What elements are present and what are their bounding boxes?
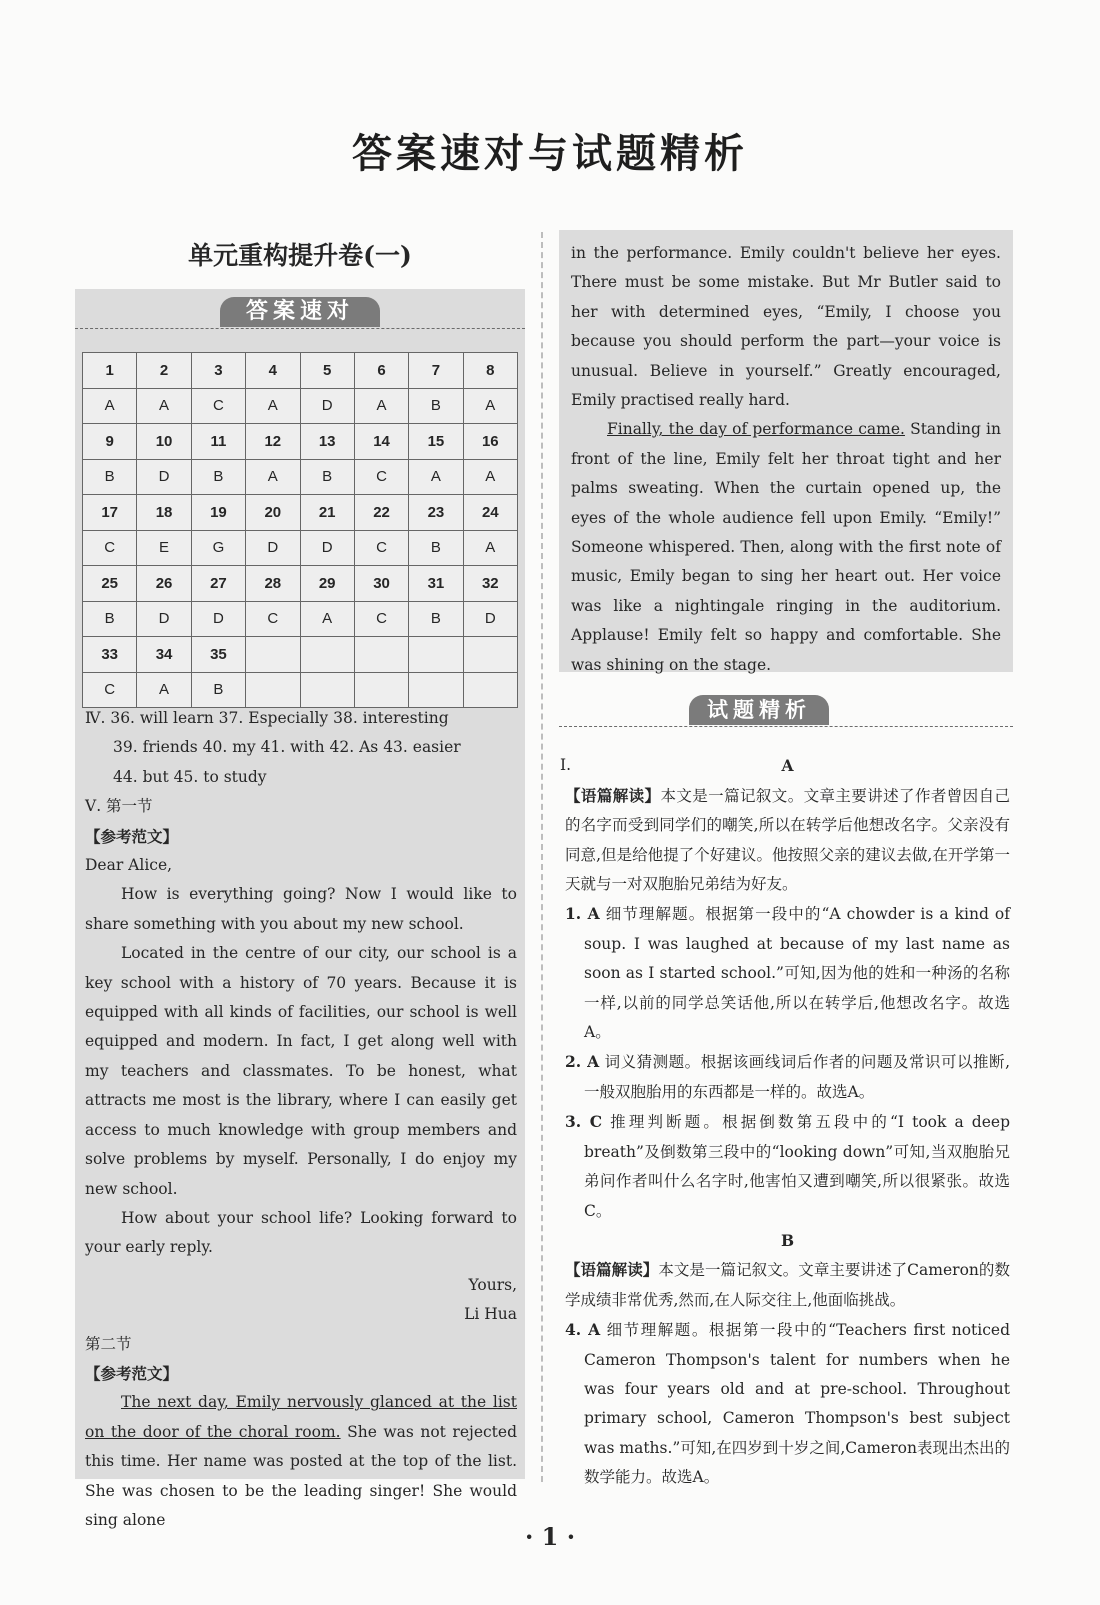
question-answer: 2. A — [565, 1052, 600, 1072]
answer-section-header — [75, 297, 525, 331]
reference-label: 【参考范文】 — [85, 826, 179, 846]
question-answer: 3. C — [565, 1112, 603, 1132]
question-number-cell — [409, 637, 463, 673]
answer-cell: B — [409, 601, 463, 637]
question-number-cell: 10 — [137, 424, 191, 460]
question-number-cell: 15 — [409, 424, 463, 460]
answer-cell: A — [463, 459, 517, 495]
answer-cell: A — [463, 388, 517, 424]
question-analysis — [565, 1107, 1010, 1226]
answer-number-row — [83, 424, 518, 460]
question-number-cell: 17 — [83, 495, 137, 531]
answer-cell — [409, 672, 463, 708]
summary-text: 本文是一篇记叙文。文章主要讲述了Cameron的数学成绩非常优秀,然而,在人际交往上,他面临挑战。 — [565, 1261, 1010, 1309]
answer-letter-row — [83, 388, 518, 424]
summary-text: 本文是一篇记叙文。文章主要讲述了作者曾因自己的名字而受到同学们的嘲笑,所以在转学后他想改名字。父亲没有同意,但是给他提了个好建议。他按照父亲的建议去做,在开学第一天就与一对双胞胎兄弟结为好友。 — [565, 786, 1010, 894]
question-analysis — [565, 1315, 1010, 1492]
question-number-cell: 23 — [409, 495, 463, 531]
unit-title: 单元重构提升卷(一) — [188, 241, 412, 270]
answer-cell — [463, 672, 517, 708]
question-number-cell — [300, 637, 354, 673]
question-number-cell: 9 — [83, 424, 137, 460]
question-number-cell: 5 — [300, 353, 354, 389]
answer-cell: A — [354, 388, 408, 424]
question-number-cell: 4 — [246, 353, 300, 389]
answer-cell: C — [246, 601, 300, 637]
question-number-cell: 16 — [463, 424, 517, 460]
question-number-cell — [463, 637, 517, 673]
summary-label: 【语篇解读】 — [565, 785, 661, 805]
story-text: She was not rejected this time. Her name was posted at the top of the list. She was chosen to be the leading singer! She would sing alone — [85, 1422, 518, 1529]
story-paragraph — [85, 1388, 517, 1535]
question-number-cell: 20 — [246, 495, 300, 531]
question-number-cell: 32 — [463, 566, 517, 602]
answer-number-row — [83, 566, 518, 602]
story-underlined-sentence: Finally, the day of performance came. — [607, 420, 905, 439]
passage-b-summary — [565, 1255, 1010, 1315]
answer-cell: C — [354, 601, 408, 637]
question-number-cell: 8 — [463, 353, 517, 389]
answer-cell: A — [137, 388, 191, 424]
question-number-cell: 14 — [354, 424, 408, 460]
story-paragraph: in the performance. Emily couldn't believe her eyes. There must be some mistake. But Mr Butler said to her with determined eyes, “Emily, I choose you because you should perform the part—your voice is unusual. Believe in yourself.” Greatly encouraged, Emily practised really hard. — [571, 244, 1001, 410]
answer-number-row — [83, 637, 518, 673]
analysis-part-label: Ⅰ. — [560, 756, 572, 774]
answer-cell: G — [191, 530, 245, 566]
answer-cell — [354, 672, 408, 708]
question-number-cell — [354, 637, 408, 673]
analysis-banner: 试题精析 — [689, 695, 829, 725]
question-analysis — [565, 899, 1010, 1047]
answer-cell: A — [137, 672, 191, 708]
question-number-cell: 33 — [83, 637, 137, 673]
question-number-cell: 22 — [354, 495, 408, 531]
part4-line: 39. friends 40. my 41. with 42. As 43. easier — [113, 738, 461, 757]
part5-section2-heading: 第二节 — [85, 1334, 132, 1353]
banner-rule — [559, 726, 1013, 727]
question-number-cell: 24 — [463, 495, 517, 531]
question-number-cell: 30 — [354, 566, 408, 602]
answer-cell: D — [300, 388, 354, 424]
answer-cell: A — [246, 459, 300, 495]
banner-rule — [75, 328, 525, 329]
question-number-cell: 27 — [191, 566, 245, 602]
answer-cell: E — [137, 530, 191, 566]
analysis-section-header — [559, 695, 1013, 729]
page-title: 答案速对与试题精析 — [352, 130, 748, 177]
question-number-cell: 12 — [246, 424, 300, 460]
page-number: · 1 · — [524, 1522, 576, 1551]
question-explanation: 推理判断题。根据倒数第五段中的“I took a deep breath”及倒数第三段中的“looking down”可知,当双胞胎兄弟问作者叫什么名字时,他害怕又遭到嘲笑,所以很紧张。故选C。 — [584, 1113, 1010, 1220]
answer-letter-row — [83, 530, 518, 566]
question-number-cell: 21 — [300, 495, 354, 531]
answer-letter-row — [83, 672, 518, 708]
answer-cell: C — [191, 388, 245, 424]
analysis-body — [560, 751, 1010, 1493]
question-number-cell: 7 — [409, 353, 463, 389]
answer-cell: B — [300, 459, 354, 495]
question-answer: 4. A — [565, 1320, 601, 1340]
answer-cell: C — [354, 459, 408, 495]
passage-b-label: B — [780, 1230, 795, 1250]
answer-banner: 答案速对 — [220, 297, 380, 327]
story-text: Standing in front of the line, Emily felt her throat tight and her palms sweating. When the curtain opened up, the eyes of the whole audience fell upon Emily. “Emily!” Someone whispered. Then, along with the first note of music, Emily began to sing her heart out. Her voice was like a nightingale ringing in the auditorium. Applause! Emily felt so happy and comfortable. She was shining on the stage. — [571, 420, 1001, 674]
question-number-cell — [246, 637, 300, 673]
question-number-cell: 26 — [137, 566, 191, 602]
question-number-cell: 35 — [191, 637, 245, 673]
answer-cell: A — [300, 601, 354, 637]
answer-cell: D — [300, 530, 354, 566]
question-number-cell: 19 — [191, 495, 245, 531]
answer-cell — [246, 672, 300, 708]
question-number-cell: 11 — [191, 424, 245, 460]
answer-cell: D — [191, 601, 245, 637]
answer-cell: D — [137, 601, 191, 637]
answer-cell: A — [463, 530, 517, 566]
question-number-cell: 13 — [300, 424, 354, 460]
passage-a-label: A — [781, 756, 794, 776]
answer-cell: B — [83, 601, 137, 637]
question-number-cell: 34 — [137, 637, 191, 673]
question-explanation: 词义猜测题。根据该画线词后作者的问题及常识可以推断,一般双胞胎用的东西都是一样的。故选A。 — [584, 1053, 1010, 1101]
question-explanation: 细节理解题。根据第一段中的“Teachers first noticed Cameron Thompson's talent for numbers when he was four years old and at pre-school. Throughout primary school, Cameron Thompson's best subject was maths.”可知,在四岁到十岁之间,Cameron表现出杰出的数学能力。故选A。 — [584, 1321, 1010, 1487]
letter-closing: Yours, — [468, 1275, 517, 1294]
question-answer: 1. A — [565, 904, 600, 924]
answer-number-row — [83, 353, 518, 389]
answer-cell: C — [83, 530, 137, 566]
question-number-cell: 6 — [354, 353, 408, 389]
answer-number-row — [83, 495, 518, 531]
question-number-cell: 2 — [137, 353, 191, 389]
answer-cell — [300, 672, 354, 708]
answer-letter-row — [83, 601, 518, 637]
letter-paragraph: How about your school life? Looking forward to your early reply. — [85, 1208, 517, 1257]
question-number-cell: 18 — [137, 495, 191, 531]
question-number-cell: 25 — [83, 566, 137, 602]
answer-cell: B — [83, 459, 137, 495]
answer-cell: A — [83, 388, 137, 424]
answer-cell: D — [137, 459, 191, 495]
question-analysis — [565, 1047, 1010, 1107]
part4-line: Ⅳ. 36. will learn 37. Especially 38. interesting — [85, 709, 449, 727]
question-number-cell: 28 — [246, 566, 300, 602]
part4-line: 44. but 45. to study — [113, 767, 267, 786]
question-number-cell: 31 — [409, 566, 463, 602]
letter-paragraph: How is everything going? Now I would like to share something with you about my new school. — [85, 885, 517, 933]
answer-cell: B — [191, 459, 245, 495]
part4-answers — [85, 704, 517, 1535]
column-divider — [541, 232, 543, 1482]
question-number-cell: 1 — [83, 353, 137, 389]
answer-cell: C — [83, 672, 137, 708]
answer-cell: B — [409, 530, 463, 566]
passage-a-summary — [565, 781, 1010, 900]
answer-cell: B — [409, 388, 463, 424]
answer-cell: A — [409, 459, 463, 495]
part5-section1-heading: Ⅴ. 第一节 — [85, 797, 153, 816]
letter-signature: Li Hua — [464, 1305, 517, 1324]
reference-label: 【参考范文】 — [85, 1363, 179, 1383]
letter-paragraph: Located in the centre of our city, our school is a key school with a history of 70 years. Because it is equipped with all kinds of facilities, our school is well equipped and modern. In fact, I get along well with my teachers and classmates. To be honest, what attracts me most is the library, where I can easily get access to much knowledge with group members and solve problems by myself. Personally, I do enjoy my new school. — [85, 944, 517, 1198]
answer-letter-row — [83, 459, 518, 495]
story-paragraph — [571, 415, 1001, 680]
answer-cell: A — [246, 388, 300, 424]
question-explanation: 细节理解题。根据第一段中的“A chowder is a kind of soup. I was laughed at because of my last name as soon as I started school.”可知,因为他的姓和一种汤的名称一样,以前的同学总笑话他,所以在转学后,他想改名字。故选A。 — [584, 905, 1010, 1042]
question-number-cell: 3 — [191, 353, 245, 389]
letter-greeting: Dear Alice, — [85, 856, 173, 875]
story-continuation — [571, 239, 1001, 680]
answer-cell: D — [463, 601, 517, 637]
question-number-cell: 29 — [300, 566, 354, 602]
answer-cell: B — [191, 672, 245, 708]
answer-key-table — [82, 352, 518, 708]
story-underlined-sentence: The next day, Emily nervously glanced at the list on the door of the choral room. — [85, 1393, 517, 1441]
summary-label: 【语篇解读】 — [565, 1260, 659, 1280]
answer-cell: C — [354, 530, 408, 566]
answer-cell: D — [246, 530, 300, 566]
